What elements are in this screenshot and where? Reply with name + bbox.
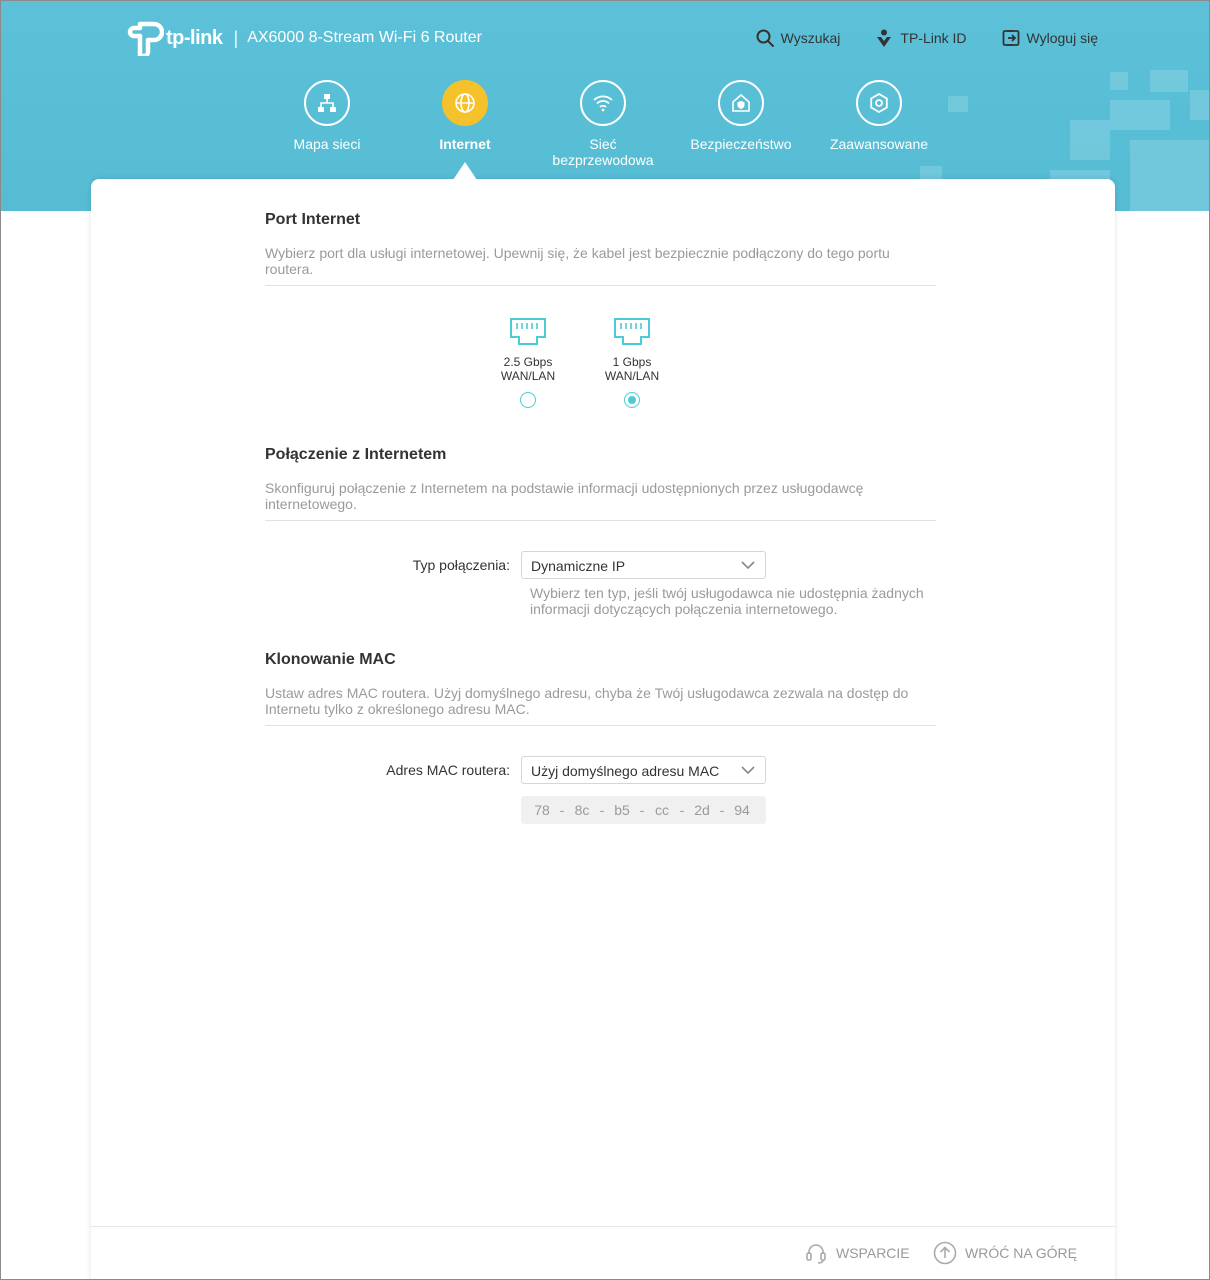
support-link[interactable] [804,1241,910,1265]
nav-circle [442,80,488,126]
tplink-logo-icon [126,20,164,56]
mac-clone-description: Ustaw adres MAC routera. Użyj domyślnego adresu, chyba że Twój usługodawca zezwala na dostęp do Internetu tylko z określonego adresu MAC. [265,685,909,717]
logout-label: Wyloguj się [1026,30,1098,46]
port-option-2-5g [488,317,568,408]
tplink-id-label: TP-Link ID [900,30,967,46]
port-type: WAN/LAN [604,369,660,383]
wifi-icon [592,92,614,114]
model-name: AX6000 8-Stream Wi-Fi 6 Router [247,29,482,46]
logout-button[interactable] [1001,28,1098,48]
arrow-up-circle-icon [933,1241,957,1265]
nav-network-map[interactable] [257,80,397,152]
ethernet-port-icon [613,317,651,347]
network-map-icon [316,92,338,114]
nav-label: Bezpieczeństwo [690,136,792,152]
port-internet-title: Port Internet [265,211,361,228]
port-type: WAN/LAN [500,369,556,383]
mac-address-option: Użyj domyślnego adresu MAC [531,763,720,779]
active-tab-pointer [453,162,477,180]
search-label: Wyszukaj [780,30,841,46]
globe-icon [454,92,476,114]
headset-icon [804,1241,828,1265]
connection-type-value: Dynamiczne IP [531,558,626,574]
mac-address-select[interactable] [521,756,766,784]
mac-address-label: Adres MAC routera: [386,762,510,778]
chevron-down-icon [741,765,755,775]
support-label: WSPARCIE [836,1245,910,1261]
nav-internet[interactable] [395,80,535,152]
nav-circle [718,80,764,126]
logout-icon [1001,28,1021,48]
connection-description: Skonfiguruj połączenie z Internetem na podstawie informacji udostępnionych przez usługodawcę internetowego. [265,480,864,512]
footer [91,1226,1115,1280]
nav-circle [304,80,350,126]
main-nav [0,80,1210,180]
divider [265,520,936,521]
mac-separator: - [639,802,645,818]
ethernet-port-icon [509,317,547,347]
nav-circle [856,80,902,126]
search-icon [755,28,775,48]
mac-segment: 94 [734,802,750,818]
port-speed: 1 Gbps [612,355,652,369]
nav-security[interactable] [671,80,811,152]
mac-separator: - [599,802,605,818]
mac-separator: - [559,802,565,818]
connection-type-help: Wybierz ten typ, jeśli twój usługodawca nie udostępnia żadnych informacji dotyczących połączenia internetowego. [530,585,924,617]
port-label [605,355,659,383]
port-internet-description: Wybierz port dla usługi internetowej. Upewnij się, że kabel jest bezpiecznie podłączony do tego portu routera. [265,245,890,277]
nav-label: Mapa sieci [293,136,361,152]
port-option-1g [592,317,672,408]
tplink-id-icon [874,28,894,48]
chevron-down-icon [741,560,755,570]
mac-separator: - [679,802,685,818]
back-to-top-label: WRÓĆ NA GÓRĘ [965,1245,1078,1261]
security-shield-icon [730,92,752,114]
connection-type-select[interactable] [521,551,766,579]
port-radio-2-5g[interactable] [520,392,536,408]
content-card [91,179,1115,1280]
divider [265,285,936,286]
mac-segment: cc [655,802,669,818]
mac-segment: b5 [614,802,630,818]
port-label [501,355,555,383]
port-speed: 2.5 Gbps [503,355,553,369]
mac-segment: 8c [574,802,590,818]
nav-label: Zaawansowane [829,136,929,152]
logo-separator: | [233,27,239,48]
search-button[interactable] [755,28,841,48]
connection-type-label: Typ połączenia: [412,557,510,573]
tplink-id-button[interactable] [874,28,966,48]
mac-address-field [521,796,766,824]
nav-circle [580,80,626,126]
logo-text: tp-link [166,26,223,49]
nav-advanced[interactable] [809,80,949,152]
tplink-logo[interactable] [126,20,482,56]
top-actions [755,28,1098,48]
nav-wireless[interactable] [533,80,673,168]
mac-segment: 2d [694,802,710,818]
back-to-top-link[interactable] [933,1241,1077,1265]
mac-separator: - [719,802,725,818]
nav-label: Internet [439,136,491,152]
nav-label: Sieć bezprzewodowa [552,136,654,168]
mac-clone-title: Klonowanie MAC [265,651,396,668]
port-radio-1g[interactable] [624,392,640,408]
divider [265,725,936,726]
advanced-gear-icon [868,92,890,114]
connection-title: Połączenie z Internetem [265,446,447,463]
mac-segment: 78 [534,802,550,818]
